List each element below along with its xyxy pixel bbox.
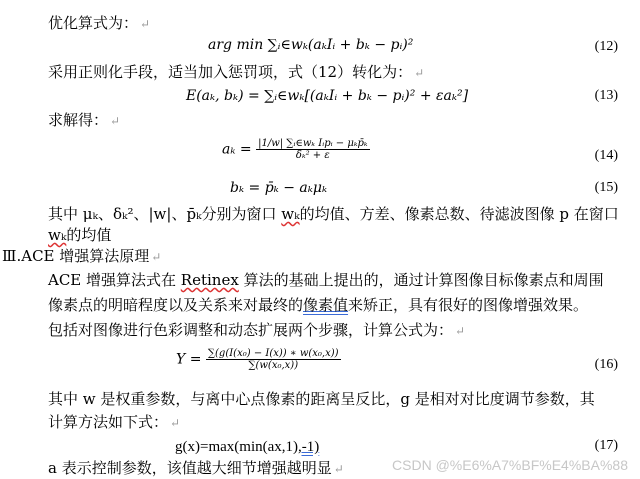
paragraph-weights-2: 计算方法如下式： ↵	[48, 413, 181, 431]
paragraph-ace-3: 包括对图像进行色彩调整和动态扩展两个步骤，计算公式为： ↵	[48, 321, 466, 339]
equation-15-number: (15)	[594, 180, 618, 195]
paragraph-control: a 表示控制参数，该值越大细节增强越明显 ↵	[48, 459, 344, 477]
paragraph-variables: 其中 μₖ、δₖ²、|w|、p̄ₖ分别为窗口 wₖ的均值、方差、像素总数、待滤波图像 p 在窗口	[48, 205, 619, 223]
paragraph-weights-1: 其中 w 是权重参数，与离中心点像素的距离呈反比，g 是相对对比度调节参数，其	[48, 390, 595, 408]
equation-14-fraction: $\frac{\text{|1/w| ∑ᵢ∈wₖ Iᵢpᵢ − μₖp̄ₖ}}{\text{δₖ² + ε}}$	[258, 138, 368, 161]
section-heading: Ⅲ.ACE 增强算法原理 ↵	[2, 247, 162, 265]
paragraph-ace-2: 像素点的明暗程度以及关系来对最终的像素值来矫正，具有很好的图像增强效果。	[48, 296, 589, 314]
equation-16-fraction: $\frac{\text{∑(g(I(x₀) − I(x)) ∗ w(x₀,x))}}{\text{∑(w(x₀,x))}}$	[207, 348, 339, 371]
equation-17-number: (17)	[594, 438, 618, 453]
paragraph-intro: 优化算式为： ↵	[48, 14, 151, 32]
paragraph-regularization: 采用正则化手段，适当加入惩罚项，式（12）转化为： ↵	[48, 63, 425, 81]
paragraph-ace-1: ACE 增强算法式在 Retinex 算法的基础上提出的，通过计算图像目标像素点和周围	[48, 271, 604, 289]
equation-14-number: (14)	[594, 148, 618, 163]
equation-17: g(x)=max(min(ax,1),-1)	[175, 439, 320, 455]
equation-16: Y = $\frac{\text{∑(g(I(x₀) − I(x)) ∗ w(x₀,x))}}{\text{∑(w(x₀,x))}}$	[176, 348, 339, 371]
equation-15: bₖ = p̄ₖ − aₖμₖ	[230, 180, 328, 196]
paragraph-solution: 求解得： ↵	[48, 111, 121, 129]
equation-16-number: (16)	[594, 357, 618, 372]
equation-12-number: (12)	[594, 39, 618, 54]
equation-12: arg min ∑ᵢ∈wₖ(aₖIᵢ + bₖ − pᵢ)²	[208, 37, 414, 53]
csdn-watermark: CSDN @%E6%A7%BF%E4%BA%88	[392, 457, 628, 473]
equation-14: aₖ = $\frac{\text{|1/w| ∑ᵢ∈wₖ Iᵢpᵢ − μₖp̄ₖ}}{\text{δₖ² + ε}}$	[222, 138, 368, 161]
equation-13: E(aₖ, bₖ) = ∑ᵢ∈wₖ[(aₖIᵢ + bₖ − pᵢ)² + εaₖ²]	[186, 88, 469, 104]
equation-13-number: (13)	[594, 88, 618, 103]
paragraph-variables-cont: wₖ的均值	[48, 226, 112, 244]
